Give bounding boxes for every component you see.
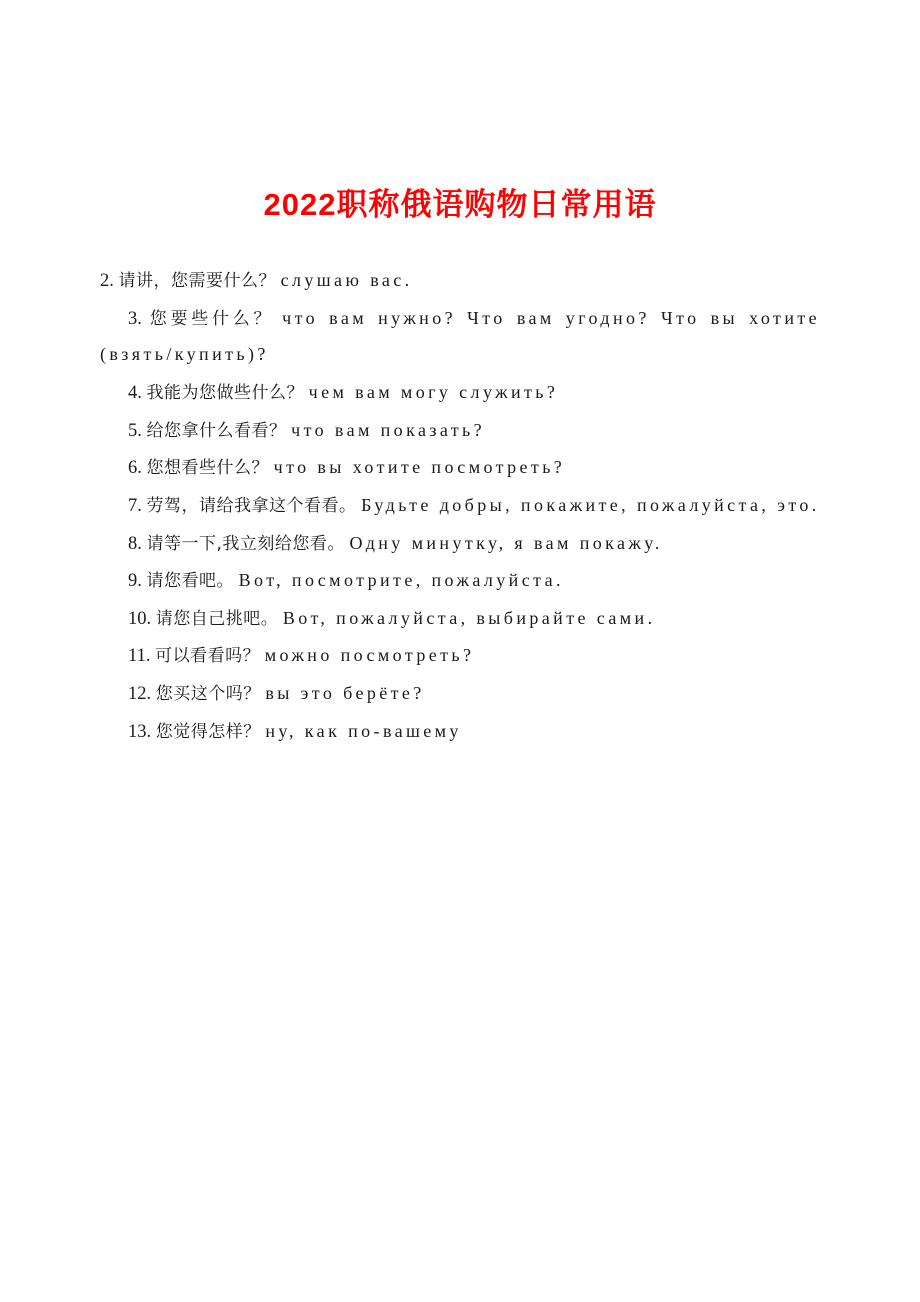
paragraph xyxy=(100,301,820,374)
paragraph-number: 10. xyxy=(128,608,152,629)
paragraph-russian: чем вам могу служить? xyxy=(308,382,559,403)
paragraph xyxy=(100,263,820,300)
paragraph-number: 6. xyxy=(128,458,142,479)
paragraph-russian: можно посмотреть? xyxy=(264,645,475,666)
paragraph xyxy=(100,601,820,638)
paragraph-chinese: 您买这个吗？ xyxy=(155,684,261,705)
paragraph xyxy=(100,676,820,713)
paragraph-number: 11. xyxy=(128,646,151,667)
page-title: 2022职称俄语购物日常用语 xyxy=(263,187,657,222)
paragraph-number: 9. xyxy=(128,571,142,592)
paragraph-number: 3. xyxy=(128,308,142,329)
paragraph-number: 12. xyxy=(128,684,152,705)
paragraph-russian: Будьте добры, покажите, пожалуйста, это. xyxy=(361,494,820,515)
paragraph-chinese: 请您自己挑吧。 xyxy=(155,608,279,629)
paragraph-chinese: 您要些什么？ xyxy=(149,308,275,329)
paragraph-russian: что вам показать? xyxy=(291,419,486,440)
paragraph xyxy=(100,638,820,675)
paragraph-number: 4. xyxy=(128,383,142,404)
paragraph xyxy=(100,526,820,563)
paragraph-russian: слушаю вас. xyxy=(280,270,413,291)
paragraph-russian: что вам нужно? Что вам угодно? Что вы хотите (взять/купить)? xyxy=(100,307,821,365)
paragraph xyxy=(100,450,820,487)
paragraph xyxy=(100,375,820,412)
paragraph-chinese: 劳驾，请给我拿这个看看。 xyxy=(146,495,357,516)
paragraph-chinese: 给您拿什么看看？ xyxy=(146,420,287,441)
paragraph-russian: что вы хотите посмотреть? xyxy=(273,457,566,478)
document-body xyxy=(100,263,820,750)
paragraph-number: 7. xyxy=(128,495,142,516)
paragraph-chinese: 我能为您做些什么？ xyxy=(146,383,304,404)
paragraph-russian: вы это берёте? xyxy=(265,683,425,704)
paragraph-number: 2. xyxy=(100,271,114,292)
paragraph-chinese: 您觉得怎样？ xyxy=(155,721,261,742)
paragraph xyxy=(100,563,820,600)
paragraph-chinese: 请您看吧。 xyxy=(146,571,234,592)
paragraph xyxy=(100,488,820,525)
paragraph-russian: Вот, пожалуйста, выбирайте сами. xyxy=(282,607,656,628)
paragraph xyxy=(100,714,820,751)
paragraph-chinese: 请讲，您需要什么？ xyxy=(118,271,276,292)
paragraph-number: 13. xyxy=(128,721,152,742)
paragraph-chinese: 可以看看吗？ xyxy=(155,646,261,667)
paragraph-russian: Одну минутку, я вам покажу. xyxy=(349,532,663,553)
paragraph-number: 5. xyxy=(128,420,142,441)
paragraph-chinese: 您想看些什么？ xyxy=(146,458,269,479)
paragraph-russian: ну, как по-вашему xyxy=(265,720,462,741)
paragraph-chinese: 请等一下,我立刻给您看。 xyxy=(146,533,345,554)
paragraph-number: 8. xyxy=(128,533,142,554)
paragraph xyxy=(100,413,820,450)
paragraph-russian: Вот, посмотрите, пожалуйста. xyxy=(238,570,564,591)
